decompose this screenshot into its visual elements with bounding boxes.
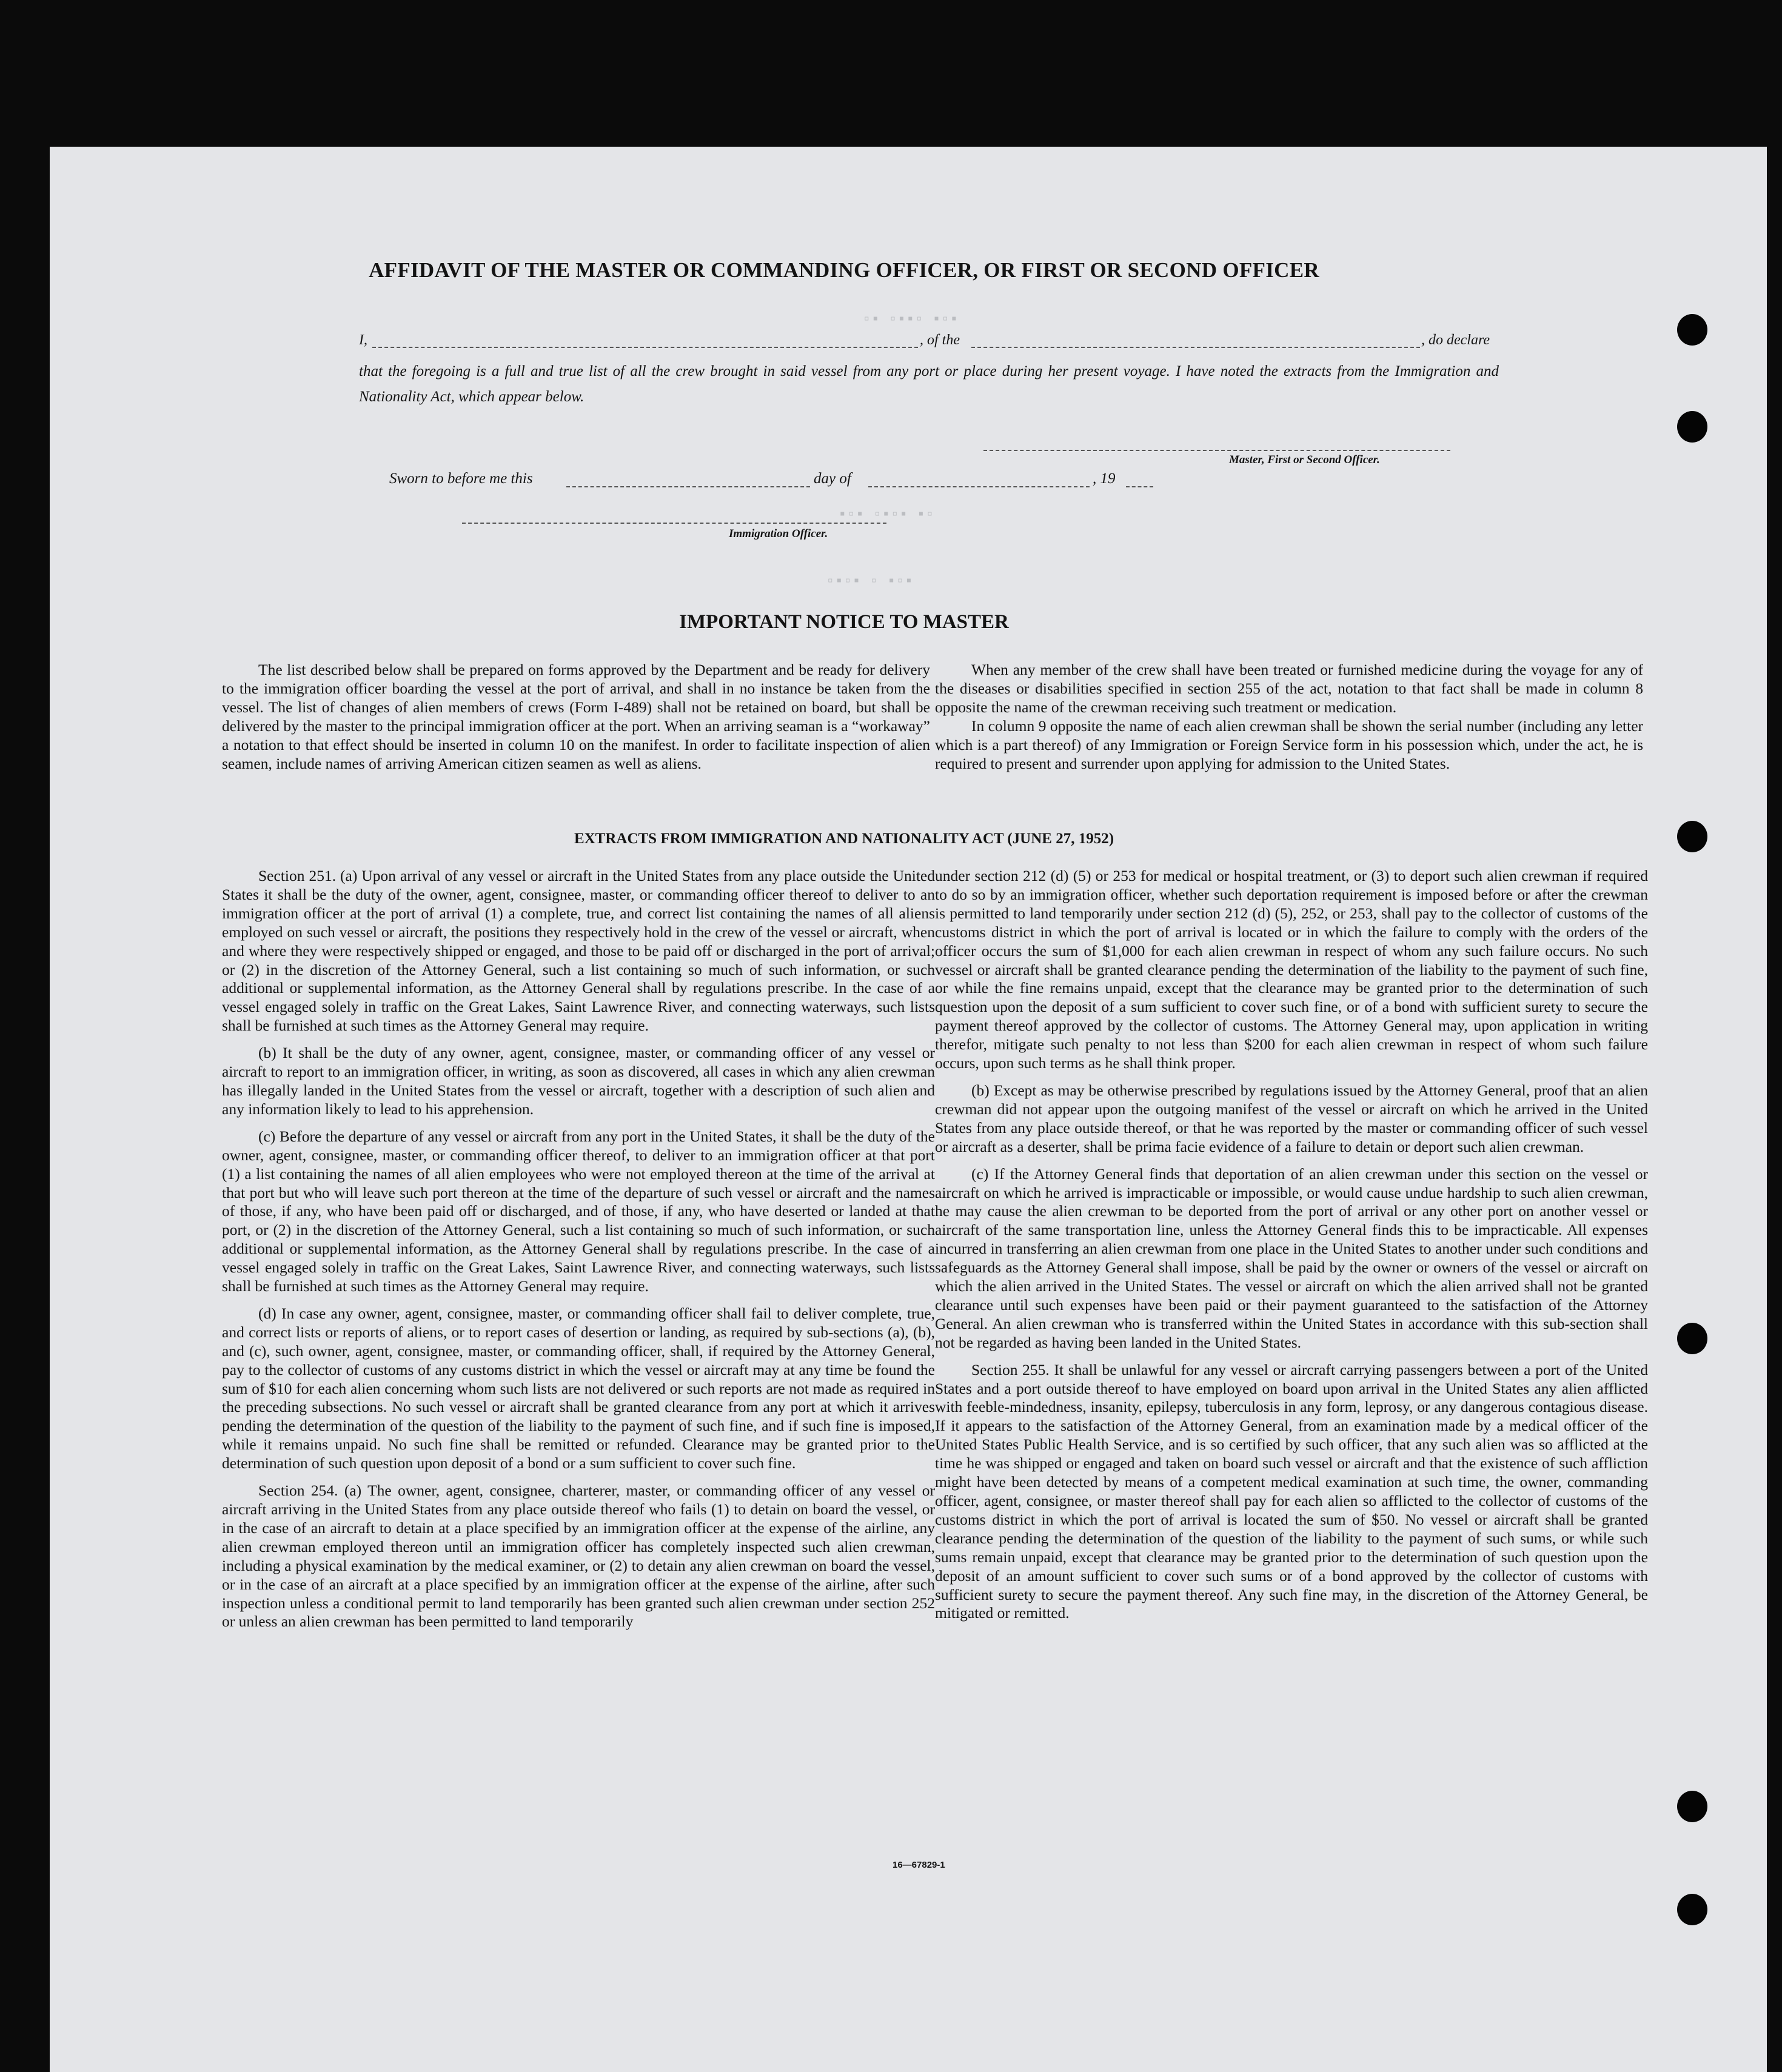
document-page	[50, 147, 1767, 2072]
bleed-through-text: ▫▪ ▪▫▪▫ ▪▫▪	[838, 507, 934, 523]
notice-paragraph: When any member of the crew shall have been treated or furnished medicine during the voyage for any of the diseases or disabilities specified in section 255 of the act, notation to that fact shall be made in column 8 opposite the name of the crewman receiving such treatment or medication.	[935, 661, 1643, 716]
section-251-b: (b) It shall be the duty of any owner, agent, consignee, master, or commanding officer of any vessel or aircraft to report to an immigration officer, in writing, as soon as discovered, all cases in which any alien crewman has illegally landed in the United States from the vessel or aircraft, together with a description of such alien and any information likely to lead to his apprehension.	[222, 1044, 935, 1118]
declarant-label: I,	[359, 332, 367, 348]
extracts-left-column	[222, 867, 935, 1640]
form-number: 16—67829-1	[893, 1860, 945, 1870]
day-of-label: day of	[814, 470, 851, 487]
notice-paragraph: The list described below shall be prepared on forms approved by the Department and be ready for delivery to the immigration officer boarding the vessel at the port of arrival, and shall in no instance be taken from the vessel. The list of changes of alien members of crews (Form I-489) shall not be retained on board, but shall be delivered by the master to the principal immigration officer at the port. When an arriving seaman is a “workaway” a notation to that effect should be inserted in column 10 on the manifest. In order to facilitate inspection of alien seamen, include names of arriving American citizen seamen as well as aliens.	[222, 661, 930, 772]
declarant-name-field	[372, 347, 918, 348]
vessel-name-field	[971, 347, 1420, 348]
section-251-d: (d) In case any owner, agent, consignee, master, or commanding officer shall fail to deliver complete, true, and correct lists or reports of aliens, or to report cases of desertion or landing, as required by sub-sections (a), (b), and (c), such owner, agent, consignee, master, or commanding officer, shall, if required by the Attorney General, pay to the collector of customs of any customs district in which the vessel or aircraft may at any time be found the sum of $10 for each alien concerning whom such lists are not delivered or such reports are not made as required in the preceding subsections. No such vessel or aircraft shall be granted clearance from any port at which it arrives pending the determination of the question of the liability to the payment of such fine, and if such fine is imposed, while it remains unpaid. No such fine shall be remitted or refunded. Clearance may be granted prior to the determination of such question upon deposit of a bond or a sum sufficient to cover such fine.	[222, 1304, 935, 1472]
sworn-line	[389, 468, 1226, 492]
notice-right-column	[935, 661, 1643, 781]
immigration-officer-caption: Immigration Officer.	[729, 527, 828, 540]
sworn-month-field	[868, 486, 1090, 487]
punch-hole	[1677, 821, 1707, 852]
bleed-through-text: ▪▫▪ ▫▪▪▫ ▪▫	[862, 312, 959, 328]
declaration-line	[359, 329, 1499, 353]
do-declare-label: , do declare	[1421, 332, 1490, 348]
notice-left-column	[222, 661, 930, 781]
punch-hole	[1677, 314, 1707, 346]
extracts-right-column	[935, 867, 1648, 1631]
section-254-a-continued: under section 212 (d) (5) or 253 for medical or hospital treatment, or (3) to deport such alien crewman if required to do so by an immigration officer, whether such deportation requirement is imposed before or after the crewman is permitted to land temporarily under section 212 (d) (5), 252, or 253, shall pay to the collector of customs of the customs district in which the port of arrival is located or in which the failure to comply with the orders of the officer occurs the sum of $1,000 for each alien crewman in respect of whom any such failure occurs. No such vessel or aircraft shall be granted clearance pending the determination of the liability to the payment of such fine, or while the fine remains unpaid, except that the clearance may be granted prior to the determination of such question upon the deposit of a sum sufficient to cover such fine, or of a bond with sufficient surety to secure the payment thereof approved by the collector of customs. The Attorney General may, upon application in writing therefor, mitigate such penalty to not less than $200 for each alien crewman in respect of whom such failure occurs, upon such terms as he shall think proper.	[935, 867, 1648, 1072]
section-254-b: (b) Except as may be otherwise prescribed by regulations issued by the Attorney General, proof that an alien crewman did not appear upon the outgoing manifest of the vessel or aircraft on which he arrived in the United States from any place outside thereof, or that he was reported by the master or commanding officer of such vessel or aircraft as a deserter, shall be prima facie evidence of a failure to detain or deport such alien crewman.	[935, 1081, 1648, 1155]
bleed-through-text: ▪▫▪ ▫ ▪▫▪▫	[826, 573, 914, 590]
punch-hole	[1677, 411, 1707, 443]
vessel-label: , of the	[920, 332, 960, 348]
sworn-day-field	[566, 486, 810, 487]
section-251-a: Section 251. (a) Upon arrival of any vessel or aircraft in the United States from any place outside the United States it shall be the duty of the owner, agent, consignee, master, or commanding officer thereof to deliver to an immigration officer at the port of arrival (1) a complete, true, and correct list containing the names of all aliens employed on such vessel or aircraft, the positions they respectively hold in the crew of the vessel or aircraft, when and where they were respectively shipped or engaged, and those to be paid off or discharged in the port of arrival; or (2) in the discretion of the Attorney General, such a list containing so much of such information, or such additional or supplemental information, as the Attorney General shall by regulations prescribe. In the case of a vessel engaged solely in traffic on the Great Lakes, Saint Lawrence River, and connecting waterways, such lists shall be furnished at such times as the Attorney General may require.	[222, 867, 935, 1035]
affidavit-title: AFFIDAVIT OF THE MASTER OR COMMANDING OFFICER, OR FIRST OR SECOND OFFICER	[369, 258, 1319, 282]
master-signature-line	[983, 450, 1450, 451]
section-251-c: (c) Before the departure of any vessel or aircraft from any port in the United States, it shall be the duty of the owner, agent, consignee, master, or commanding officer thereof, to deliver to an immigration officer at that port (1) a list containing the names of all alien employees who were not employed thereon at the time of the arrival at that port but who will leave such port thereon at the time of the departure of such vessel or aircraft and the names of those, if any, who have been paid off or discharged, and of those, if any, who have deserted or landed at that port, or (2) in the discretion of the Attorney General, such a list containing so much of such information, or such additional or supplemental information, as the Attorney General shall by regulations prescribe. In the case of a vessel engaged solely in traffic on the Great Lakes, Saint Lawrence River, and connecting waterways, such lists shall be furnished at such times as the Attorney General may require.	[222, 1127, 935, 1295]
punch-hole	[1677, 1791, 1707, 1822]
notice-heading: IMPORTANT NOTICE TO MASTER	[679, 611, 1009, 633]
section-254-a: Section 254. (a) The owner, agent, consignee, charterer, master, or commanding officer of any vessel or aircraft arriving in the United States from any place outside thereof who fails (1) to detain on board the vessel, or in the case of an aircraft to detain at a place specified by an immigration officer at the expense of the airline, any alien crewman employed thereon until an immigration officer has completely inspected such alien crewman, including a physical examination by the medical examiner, or (2) to detain any alien crewman on board the vessel, or in the case of an aircraft at a place specified by an immigration officer at the expense of the airline, after such inspection unless a conditional permit to land temporarily has been granted such alien crewman under section 252 or unless an alien crewman has been permitted to land temporarily	[222, 1482, 935, 1631]
declaration-text: that the foregoing is a full and true list of all the crew brought in said vessel from any port or place during her present voyage. I have noted the extracts from the Immigration and Nationality Act, which appear below.	[359, 363, 1499, 405]
section-255: Section 255. It shall be unlawful for any vessel or aircraft carrying passengers between a port of the United States and a port outside thereof to have employed on board upon arrival in the United States any alien afflicted with feeble-mindedness, insanity, epilepsy, tuberculosis in any form, leprosy, or any dangerous contagious disease. If it appears to the satisfaction of the Attorney General, from an examination made by a medical officer of the United States Public Health Service, and is so certified by such officer, that any such alien was so afflicted at the time he was shipped or engaged and taken on board such vessel or aircraft and that the existence of such affliction might have been detected by means of a competent medical examination at such time, the owner, commanding officer, agent, consignee, or master thereof shall pay for each alien so afflicted to the collector of customs of the customs district in which the port of arrival is located the sum of $50. No vessel or aircraft shall be granted clearance pending the determination of the question of the liability to the payment of such sums, or while such sums remain unpaid, except that clearance may be granted prior to the determination of such question upon the deposit of an amount sufficient to cover such sums or of a bond approved by the collector of customs with sufficient surety to secure the payment thereof. Any such fine may, in the discretion of the Attorney General, be mitigated or remitted.	[935, 1360, 1648, 1622]
punch-hole	[1677, 1323, 1707, 1354]
sworn-year-field	[1126, 486, 1153, 487]
section-254-c: (c) If the Attorney General finds that deportation of an alien crewman under this section on the vessel or aircraft on which he arrived is impracticable or impossible, or would cause undue hardship to such alien crewman, he may cause the alien crewman to be deported from the port of arrival or any other port on another vessel or aircraft of the same transportation line, unless the Attorney General finds this to be impracticable. All expenses incurred in transferring an alien crewman from one place in the United States to another under such conditions and safeguards as the Attorney General shall impose, shall be paid by the owner or owners of the vessel or aircraft on which the alien arrived in the United States. The vessel or aircraft on which the alien arrived shall not be granted clearance until such expenses have been paid or their payment guaranteed to the satisfaction of the Attorney General. An alien crewman who is transferred within the United States in accordance with this sub-section shall not be regarded as having been landed in the United States.	[935, 1165, 1648, 1351]
immigration-officer-line	[462, 523, 886, 524]
year-label: , 19	[1093, 470, 1116, 487]
punch-hole	[1677, 1894, 1707, 1925]
extracts-heading: EXTRACTS FROM IMMIGRATION AND NATIONALITY ACT (JUNE 27, 1952)	[574, 830, 1114, 847]
sworn-label: Sworn to before me this	[389, 470, 533, 487]
notice-paragraph: In column 9 opposite the name of each alien crewman shall be shown the serial number (including any letter which is a part thereof) of any Immigration or Foreign Service form in his possession which, under the act, he is required to present and surrender upon applying for admission to the United States.	[935, 717, 1643, 772]
master-signature-caption: Master, First or Second Officer.	[1229, 453, 1380, 466]
